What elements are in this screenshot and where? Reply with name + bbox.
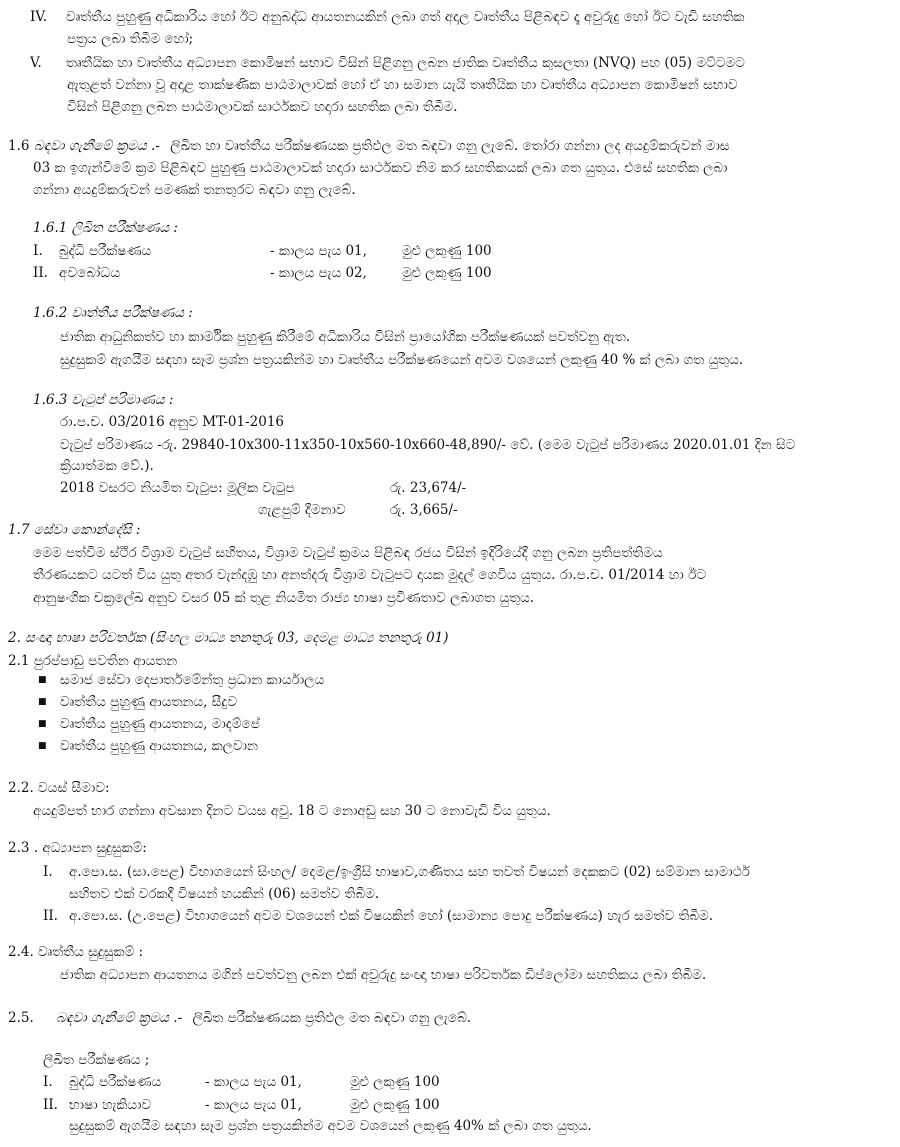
section-1-7-line2: තීරණයකට යටත් විය යුතු අතර වැන්දඹු හා අනත්දරු විශ්‍රාම වැටුපට දායක මුදල් ගෙවිය යුතුය. රා.ප.ච. 01/2014 හා ඊට xyxy=(33,567,707,583)
roman-numeral: V. xyxy=(30,55,42,71)
section-1-6-1-title: 1.6.1 ලිඛිත පරීක්ෂණය : xyxy=(33,220,178,236)
section-2-3-title: 2.3 . අධ්‍යාපන සුදුසුකම්: xyxy=(8,840,147,856)
item-iv-line1 xyxy=(30,7,745,27)
written-test-row-2-marks: මුළු ලකුණු 100 xyxy=(402,265,492,281)
written-test-row-1-marks: මුළු ලකුණු 100 xyxy=(402,243,492,259)
written-test-title: ලිඛිත පරීක්ෂණය ; xyxy=(43,1052,150,1068)
education-item-text: අ.පො.ස. (සා.පෙළ) විභාගයෙන් සිංහල/ දෙමළ/ඉංග්‍රීසි භාෂාව,ගණිතය සහ තවත් විෂයන් දෙකකට (02) සම්මාන සාමාර්ථ xyxy=(69,864,750,880)
item-v-line2: ඇතුළත් වන්නා වූ අදාළ තාක්ෂණික පාඨමාලාවක් හෝ ඒ හා සමාන යැයි තෘතීයික හා වෘත්තීය අධ්‍යාපන කොමිෂන් සභාව xyxy=(67,77,738,93)
adjustment-allowance-label: ගැළපුම් දීමනාව xyxy=(258,502,346,518)
written-test-row-1 xyxy=(43,1072,161,1092)
written-test-row-2-duration: - කාලය පැය 01, xyxy=(205,1097,302,1113)
section-2-4-line1: ජාතික අධ්‍යාපන ආයතනය මගින් පවත්වනු ලබන එක් අවුරුදු සංඥා භාෂා පරිවර්තක ඩිප්ලෝමා සහතිකය ලබා තිබීම. xyxy=(60,967,707,983)
vacancy-list-item: ■ සමාජ සේවා දෙපාර්තමේන්තු ප්‍රධාන කාර්යාලය xyxy=(60,670,324,690)
salary-scale-line: වැටුප් පරිමාණය -රු. 29840-10x300-11x350-10x560-10x660-48,890/- වේ. (මෙම වැටුප් පරිමාණය 2020.01.01 දින සිට xyxy=(60,437,796,453)
section-text: ලිඛිත පරීක්ෂණයක ප්‍රතිඵල මත බඳවා ගනු ලැබේ. xyxy=(192,1010,472,1026)
section-2-title: 2. සංඥා භාෂා පරිවර්තක (සිංහල මාධ්‍ය තනතුරු 03, දෙමළ මාධ්‍ය තනතුරු 01) xyxy=(8,630,449,646)
section-1-6-line3: ගන්නා අයදුම්කරුවන් පමණක් තනතුරට බඳවා ගනු ලැබේ. xyxy=(33,182,356,198)
section-text: ලිඛිත හා වෘත්තීය පරීක්ෂණයක ප්‍රතිඵල මත බඳවා ගනු ලැබේ. තෝරා ගන්නා ලද අයදුම්කරුවන් මාස xyxy=(170,138,730,154)
section-number: 1.6 xyxy=(8,138,30,154)
roman-numeral: IV. xyxy=(30,9,48,25)
section-2-1-title: 2.1 පුරප්පාඩු පවතින ආයතන xyxy=(8,653,178,669)
section-1-7-line3: ආනුෂංගික චක්‍රලේඛ අනුව වසර 05 ක් තුළ නියමිත රාජ්‍ය භාෂා ප්‍රවීණතාව ලබාගත යුතුය. xyxy=(33,590,535,606)
roman-numeral: II. xyxy=(43,908,58,924)
section-title: බඳවා ගැනීමේ ක්‍රමය .- xyxy=(33,138,160,154)
section-1-6-2-line1: ජාතික ආධුනිකත්ව හා කාර්මික පුහුණු කිරීමේ අධිකාරිය විසින් ප්‍රායෝගික පරීක්ෂණයක් පවත්වනු ඇත. xyxy=(60,329,631,345)
section-title: බඳවා ගැනීමේ ක්‍රමය .- xyxy=(56,1010,183,1026)
section-number: 2.5. xyxy=(8,1010,34,1026)
education-item-ii xyxy=(43,906,713,926)
written-test-row-1-duration: - කාලය පැය 01, xyxy=(205,1074,302,1090)
education-item-i-line2: සහිතව එක් වරකදී විෂයන් හයකින් (06) සමත්ව තිබීම. xyxy=(69,886,380,902)
roman-numeral: II. xyxy=(43,1097,58,1113)
written-test-row-2 xyxy=(43,1095,151,1115)
salary-circular-line: රා.ප.ච. 03/2016 අනුව MT-01-2016 xyxy=(60,414,285,430)
section-1-6-line1 xyxy=(8,136,730,156)
education-item-text: අ.පො.ස. (උ.පෙළ) විභාගයෙන් අවම වශයෙන් එක් විෂයකින් හෝ (සාමාන්‍ය පොදු පරීක්ෂණය) හැර සමත්ව තිබීම. xyxy=(69,908,714,924)
item-v-line3: විසින් පිළිගනු ලබන පාඨමාලාවක් සාර්ථකව හදාරා සහතික ලබා තිබීම. xyxy=(67,99,458,115)
education-item-i xyxy=(43,862,750,882)
vacancy-list-item: ■ වෘත්තීය පුහුණු ආයතනය, කලවාන xyxy=(60,736,258,756)
section-1-6-3-title: 1.6.3 වැටුප් පරිමාණය : xyxy=(33,392,174,408)
section-1-7-line1: මෙම පත්වීම ස්ථිර විශ්‍රාම වැටුප් සහිතය, විශ්‍රාම වැටුප් ක්‍රමය පිළිබඳ රජය විසින් ඉදිරියේදී ගනු ලබන ප්‍රතිපත්තිමය xyxy=(33,545,663,561)
adjustment-allowance-value: රු. 3,665/- xyxy=(390,502,458,518)
item-v-line1 xyxy=(30,53,745,73)
section-2-4-title: 2.4. වෘත්තීය සුදුසුකම් : xyxy=(8,944,144,960)
vacancy-list-item: ■ වෘත්තීය පුහුණු ආයතනය, මාදම්පේ xyxy=(60,714,260,734)
section-2-2-line1: අයදුම්පත් භාර ගන්නා අවසාන දිනට වයස අවු. 18 ට නොඅඩු සහ 30 ට නොවැඩි විය යුතුය. xyxy=(33,803,551,819)
written-test-row-1-duration: - කාලය පැය 01, xyxy=(270,243,367,259)
basic-salary-value: රු. 23,674/- xyxy=(390,480,467,496)
written-test-row-2-duration: - කාලය පැය 02, xyxy=(270,265,367,281)
test-label: බුද්ධි පරීක්ෂණය xyxy=(69,1074,162,1090)
salary-effective-line: ක්‍රියාත්මක වේ.). xyxy=(60,458,154,474)
roman-numeral: I. xyxy=(43,864,53,880)
test-label: අවබෝධය xyxy=(59,265,121,281)
basic-salary-label: 2018 වසරට නියමිත වැටුප: මූලික වැටුප xyxy=(60,480,295,496)
roman-numeral: I. xyxy=(43,1074,53,1090)
roman-numeral: I. xyxy=(33,243,43,259)
roman-numeral: II. xyxy=(33,265,48,281)
pass-mark-line: සුදුසුකම් ඇගයීම සඳහා සෑම ප්‍රශ්න පත්‍රයකින්ම අවම වශයෙන් ලකුණු 40% ක් ලබා ගත යුතුය. xyxy=(69,1118,592,1134)
vacancy-list-item: ■ වෘත්තීය පුහුණු ආයතනය, සීදුව xyxy=(60,692,237,712)
written-test-row-1 xyxy=(33,241,151,261)
written-test-row-1-marks: මුළු ලකුණු 100 xyxy=(350,1074,440,1090)
item-v-text: තෘතීයික හා වෘත්තීය අධ්‍යාපන කොමිෂන් සභාව විසින් පිළිගනු ලබන ජාතික වෘත්තීය කුසලතා (NVQ) පහ (05) මට්ටමට xyxy=(66,55,745,71)
section-2-2-title: 2.2. වයස් සීමාව: xyxy=(8,780,110,796)
written-test-row-2 xyxy=(33,263,120,283)
section-1-6-2-line2: සුදුසුකම් ඇගයීම සඳහා සෑම ප්‍රශ්න පත්‍රයකින්ම හා වෘත්තීය පරීක්ෂණයෙන් අවම වශයෙන් ලකුණු 40 % ක් ලබා ගත යුතුය. xyxy=(60,352,744,368)
section-1-6-2-title: 1.6.2 වෘත්තීය පරීක්ෂණය : xyxy=(33,305,193,321)
item-iv-line2: පත්‍රය ලබා තිබීම හෝ; xyxy=(67,31,194,47)
section-1-7-title: 1.7 සේවා කොන්දේසි : xyxy=(8,522,141,538)
test-label: භාෂා හැකියාව xyxy=(69,1097,152,1113)
section-2-5-line xyxy=(8,1008,471,1028)
test-label: බුද්ධි පරීක්ෂණය xyxy=(59,243,152,259)
item-iv-text: වෘත්තීය පුහුණු අධිකාරිය හෝ ඊට අනුබද්ධ ආයතනයකින් ලබා ගත් අදාල වෘත්තීය පිළිබඳව දෑ අවුරුදු හෝ ඊට වැඩි සහතික xyxy=(66,9,745,25)
section-1-6-line2: 03 ක ඉගැන්වීමේ ක්‍රම පිළිබඳව පුහුණු පාඨමාලාවක් හදාරා සාර්ථකව නිම කර සහතිකයක් ලබා ගත යුතුය. එසේ සහතික ලබා xyxy=(33,160,728,176)
written-test-row-2-marks: මුළු ලකුණු 100 xyxy=(350,1097,440,1113)
